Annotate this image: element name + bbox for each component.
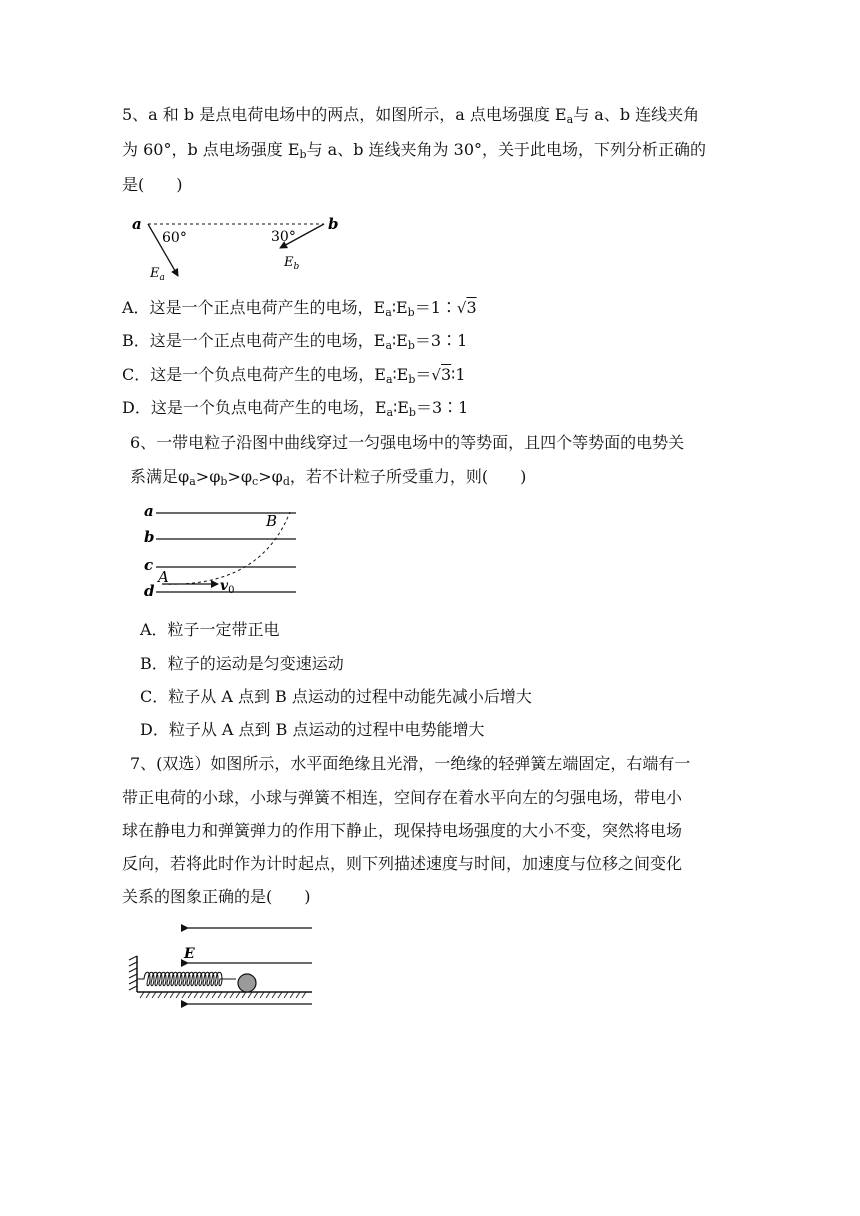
q5-option-d: D．这是一个负点电荷产生的电场，$E_a∶E_b=3∶1$ (122, 398, 469, 419)
point-b-label: B (266, 512, 278, 530)
q5-label-a: a (132, 215, 142, 233)
charged-ball (238, 974, 256, 992)
q7-line-5: 关系的图象正确的是( ) (122, 887, 311, 906)
q7-line-4: 反向，若将此时作为计时起点，则下列描述速度与时间，加速度与位移之间变化 (122, 854, 683, 873)
ea-label: $E_a$ (150, 266, 165, 283)
q5-option-b: B．这是一个正点电荷产生的电场，$E_a∶E_b=3∶1$ (122, 331, 468, 352)
q6-option-b: B．粒子的运动是匀变速运动 (140, 654, 344, 673)
q7-line-1: 7、(双选）如图所示，水平面绝缘且光滑，一绝缘的轻弹簧左端固定，右端有一 (130, 754, 691, 773)
q7-line-3: 球在静电力和弹簧弹力的作用下静止，现保持电场强度的大小不变，突然将电场 (122, 821, 683, 840)
q6-line-2: 系满足$\varphi_a>\varphi_b>\varphi_c>\varphi_d$，若不计粒子所受重力，则( ) (130, 467, 527, 488)
q5-option-a: A．这是一个正点电荷产生的电场，$E_a∶E_b=1∶√3$ (122, 298, 477, 319)
q5-option-c: C．这是一个负点电荷产生的电场，$E_a∶E_b=√3∶1$ (122, 365, 466, 386)
equipotential-label-b: b (144, 528, 155, 546)
point-a-label: A (158, 568, 169, 586)
wall-hatch (129, 956, 137, 990)
q6-option-a: A．粒子一定带正电 (140, 620, 280, 639)
spring (137, 972, 236, 986)
q5-line-1: 5、a 和 b 是点电荷电场中的两点，如图所示，a 点电场强度 $E_a$与 a、b 连线夹角 (122, 105, 700, 126)
q5-line-2: 为 60°，b 点电场强度 $E_b$与 a、b 连线夹角为 30°，关于此电场，下列分析正确的 (122, 140, 706, 161)
angle-60-label: 60° (162, 230, 187, 246)
equipotential-label-d: d (144, 582, 155, 600)
q6-figure (140, 500, 310, 605)
q6-option-c: C．粒子从 A 点到 B 点运动的过程中动能先减小后增大 (140, 687, 532, 706)
angle-30-label: 30° (271, 229, 296, 245)
equipotential-label-c: c (144, 556, 154, 574)
q5-line-3: 是( ) (122, 175, 183, 194)
q5-label-b: b (328, 215, 339, 233)
q5-figure (128, 210, 348, 285)
q6-line-1: 6、一带电粒子沿图中曲线穿过一匀强电场中的等势面，且四个等势面的电势关 (130, 433, 685, 452)
field-e-label: E (184, 946, 195, 962)
eb-label: $E_b$ (284, 255, 300, 272)
surface-hatch (140, 992, 306, 998)
q7-figure (126, 920, 321, 1015)
q6-option-d: D．粒子从 A 点到 B 点运动的过程中电势能增大 (140, 720, 485, 739)
q7-line-2: 带正电荷的小球，小球与弹簧不相连，空间存在着水平向左的匀强电场，带电小 (122, 788, 683, 807)
v0-label: $v_0$ (220, 578, 235, 596)
equipotential-label-a: a (144, 502, 154, 520)
